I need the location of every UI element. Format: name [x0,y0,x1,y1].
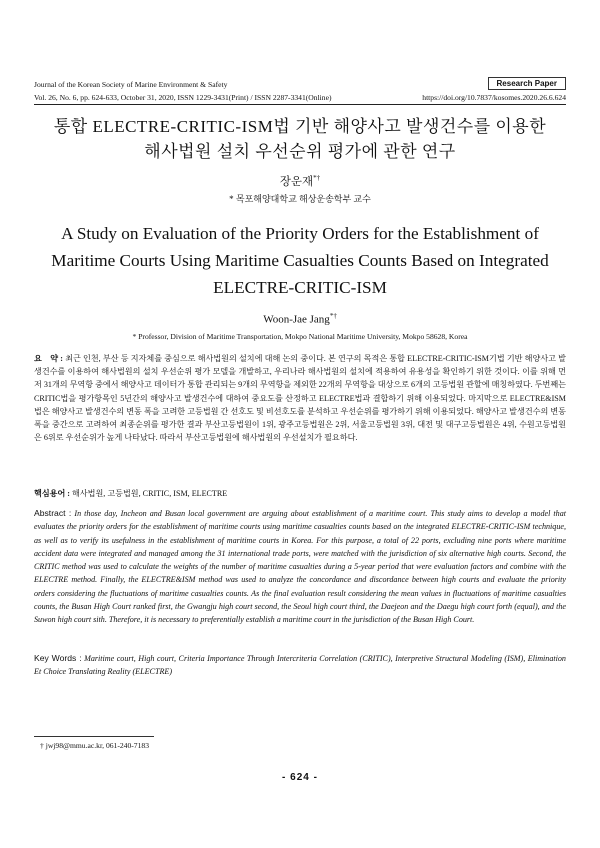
korean-title-line-1: 통합 ELECTRE-CRITIC-ISM법 기반 해양사고 발생건수를 이용한 [53,117,547,136]
english-abstract [34,507,566,627]
korean-abstract-label: 요 약 : [34,354,63,363]
korean-author [0,173,600,189]
korean-keywords [34,487,566,500]
english-author-mark: *† [329,312,337,320]
english-abstract-label: Abstract : [34,508,72,518]
korean-keywords-text: 해사법원, 고등법원, CRITIC, ISM, ELECTRE [72,489,228,498]
korean-keywords-label: 핵심용어 : [34,489,70,498]
korean-author-name: 장운재 [279,176,314,188]
english-title-line-3: ELECTRE-CRITIC-ISM [213,278,387,297]
english-title-line-1: A Study on Evaluation of the Priority Orders for the Establishment of [61,224,539,243]
english-author-name: Woon-Jae Jang [263,313,330,326]
footnote-mark: † [40,741,44,750]
korean-abstract-text: 최근 인천, 부산 등 지자체를 중심으로 해사법원의 설치에 대해 논의 중이다. 본 연구의 목적은 통합 ELECTRE-CRITIC-ISM기법 기반 해양사고 발생건수를 이용하여 해사법원의 설치 우선순위 평가 모델을 개발하고, 우리나라 해사법원의 설치에 적용하여 유용성을 확인하기 위한 것이다. 이를 위해 먼저 31개의 무역항 중에서 해양사고 데이터가 통합 관리되는 9개의 무역항을 제외한 22개의 무역항을 대상으로 6개의 고등법원 관할에 매칭하였다. 두번째는 CRITIC법을 평가항목인 5년간의 해양사고 발생건수에 대하여 중요도를 산정하고 ELECTRE법과 결합하기 위해 이용되었다. 마지막으로 ELECTRE&ISM법은 해양사고 발생건수의 변동 폭을 고려한 고등법원 간 선호도 및 비선호도를 분석하고 우선순위를 평가하기 위해 이용되었다. 해양사고 발생건수의 변동 폭을 중간으로 고려하여 최종순위를 평가한 결과 부산고등법원이 1위, 광주고등법원은 2위, 서울고등법원 3위, 대전 및 대구고등법원은 4위, 수원고등법원은 6위로 우선순위가 높게 나타났다. 따라서 부산고등법원에 해사법원의 우선설치가 필요하다. [34,354,566,443]
english-keywords [34,652,566,679]
korean-abstract [34,352,566,444]
header-rule [34,104,566,105]
research-paper-badge: Research Paper [488,77,566,90]
author-mark: *† [313,174,321,183]
english-affiliation: * Professor, Division of Maritime Transportation, Mokpo National Maritime University, Mokpo 58628, Korea [132,332,468,341]
english-title-line-2: Maritime Courts Using Maritime Casualties Counts Based on Integrated [51,251,549,270]
english-author [0,312,600,326]
doi-link[interactable]: https://doi.org/10.7837/kosomes.2020.26.6.624 [422,93,566,102]
footnote-rule [34,736,154,737]
korean-affiliation: * 목포해양대학교 해상운송학부 교수 [229,194,371,204]
korean-title-line-2: 해사법원 설치 우선순위 평가에 관한 연구 [144,142,456,161]
english-abstract-text: In those day, Incheon and Busan local government are arguing about establishment of a maritime court. This study aims to develop a model that evaluates the priority orders for the establishment of maritime courts using maritime casualties counts based on the integrated ELECTRE-CRITIC-ISM technique, as well as to verify its usefulness in the establishment of maritime courts in Korea. For this purpose, a total of 22 ports, excluding nine ports where maritime accident data were integrated and managed among the 31 international trade ports, were matched with the jurisdiction of six alternative high courts. Second, the CRITIC method was used to calculate the weights of the number of maritime casualties during a 5-year period that were evaluation factors and combine with the ELECTRE method. Finally, the ELECTRE&ISM method was used to analyze the concordance and discordance between high courts and evaluate the priority orders considering the fluctuations of maritime casualties counts. As the final evaluation result considering the mean values in fluctuations of maritime casualties counts, the Busan High Court ranked first, the Gwangju high court second, the Seoul high court third, the Daejeon and the Daegu high court forth (equal), and the Suwon high court sith. Therefore, it is necessary to preferentially establish a maritime court in the jurisdiction of the Busan High Court. [34,509,567,625]
english-keywords-text: Maritime court, High court, Criteria Importance Through Intercriteria Correlation (CRITIC), Interpretive Structural Modeling (ISM), Elimination Et Choice Translating Reality (ELECTRE) [34,654,566,677]
page-number: - 624 - [282,772,318,783]
journal-name: Journal of the Korean Society of Marine Environment & Safety [34,80,228,89]
volume-issn-line: Vol. 26, No. 6, pp. 624-633, October 31, 2020, ISSN 1229-3431(Print) / ISSN 2287-3341(Online) [34,93,332,102]
footnote-text: jwj98@mmu.ac.kr, 061-240-7183 [45,741,149,750]
footnote [40,741,149,750]
english-keywords-label: Key Words : [34,653,82,663]
